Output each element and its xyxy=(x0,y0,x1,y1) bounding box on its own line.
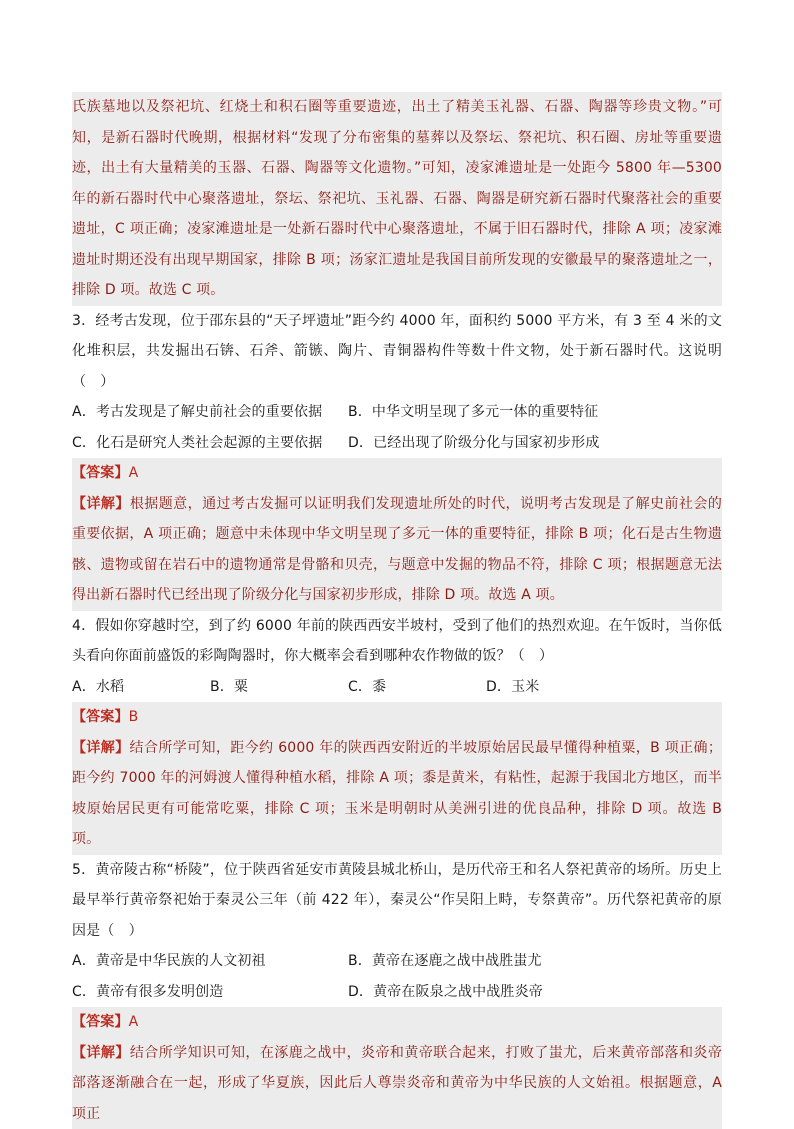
option-a: A．考古发现是了解史前社会的重要依据 xyxy=(72,397,348,428)
answer-line xyxy=(72,458,722,489)
question-stem: 4．假如你穿越时空，到了约 6000 年前的陕西西安半坡村，受到了他们的热烈欢迎。在午饭时，当你低头看向你面前盛饭的彩陶陶器时，你大概率会看到哪种农作物做的饭？（ ） xyxy=(72,611,722,672)
question-3 xyxy=(72,306,722,459)
detail-text: 结合所学可知，距今约 6000 年的陕西西安附近的半坡原始居民最早懂得种植粟，B 项正确；距今约 7000 年的河姆渡人懂得种植水稻，排除 A 项；黍是黄米，有粘性，起源于我国北方地区，而半坡原始居民更有可能常吃粟，排除 C 项；玉米是明朝时从美洲引进的优良品种，排除 D 项。故选 B 项。 xyxy=(72,740,722,848)
detail-label: 【详解】 xyxy=(72,740,130,756)
answer-value: B xyxy=(129,709,139,725)
option-b: B．中华文明呈现了多元一体的重要特征 xyxy=(348,397,624,428)
detail-paragraph xyxy=(72,733,722,855)
answer-label: 【答案】 xyxy=(72,465,129,481)
detail-label: 【详解】 xyxy=(72,1045,130,1061)
detail-text: 根据题意，通过考古发掘可以证明我们发现遗址所处的时代，说明考古发现是了解史前社会的重要依据，A 项正确；题意中未体现中华文明呈现了多元一体的重要特征，排除 B 项；化石是古生物遗骸、遗物或留在岩石中的遗物通常是骨骼和贝壳，与题意中发掘的物品不符，排除 C 项；根据题意无法得出新石器时代已经出现了阶级分化与国家初步形成，排除 D 项。故选 A 项。 xyxy=(72,496,722,604)
answer-line xyxy=(72,1007,722,1038)
answer-label: 【答案】 xyxy=(72,709,129,725)
option-c: C．黄帝有很多发明创造 xyxy=(72,977,348,1008)
answer-line xyxy=(72,702,722,733)
option-d: D．已经出现了阶级分化与国家初步形成 xyxy=(348,428,624,459)
options-row xyxy=(72,977,722,1008)
answer-label: 【答案】 xyxy=(72,1014,129,1030)
option-b: B．黄帝在逐鹿之战中战胜蚩尤 xyxy=(348,946,624,977)
page-content xyxy=(72,92,722,1129)
question-5 xyxy=(72,855,722,1008)
options-row xyxy=(72,946,722,977)
answer-block xyxy=(72,1007,722,1129)
prev-explanation-text: 氏族墓地以及祭祀坑、红烧土和积石圈等重要遗迹，出土了精美玉礼器、石器、陶器等珍贵文物。”可知，是新石器时代晚期，根据材料“发现了分布密集的墓葬以及祭坛、祭祀坑、积石圈、房址等重要遗迹，出土有大量精美的玉器、石器、陶器等文化遗物。”可知，凌家滩遗址是一处距今 5800 年—5300 年的新石器时代中心聚落遗址，祭坛、祭祀坑、玉礼器、石器、陶器是研究新石器时代聚落社会的重要遗址，C 项正确；凌家滩遗址是一处新石器时代中心聚落遗址，不属于旧石器时代，排除 A 项；凌家滩遗址时期还没有出现早期国家，排除 B 项；汤家汇遗址是我国目前所发现的安徽最早的聚落遗址之一，排除 D 项。故选 C 项。 xyxy=(72,92,722,306)
option-b: B．粟 xyxy=(210,672,348,703)
option-d: D．玉米 xyxy=(486,672,624,703)
option-c: C．化石是研究人类社会起源的主要依据 xyxy=(72,428,348,459)
options-row xyxy=(72,672,722,703)
detail-paragraph xyxy=(72,489,722,611)
answer-value: A xyxy=(129,1014,139,1030)
option-a: A．水稻 xyxy=(72,672,210,703)
detail-label: 【详解】 xyxy=(72,496,130,512)
question-stem: 5．黄帝陵古称“桥陵”，位于陕西省延安市黄陵县城北桥山，是历代帝王和名人祭祀黄帝的场所。历史上最早举行黄帝祭祀始于秦灵公三年（前 422 年），秦灵公“作吴阳上畤，专祭黄帝”。历代祭祀黄帝的原因是（ ） xyxy=(72,855,722,947)
options-row xyxy=(72,397,722,428)
answer-value: A xyxy=(129,465,139,481)
answer-block xyxy=(72,458,722,611)
option-d: D．黄帝在阪泉之战中战胜炎帝 xyxy=(348,977,624,1008)
prev-explanation-block xyxy=(72,92,722,306)
option-a: A．黄帝是中华民族的人文初祖 xyxy=(72,946,348,977)
detail-text: 结合所学知识可知，在涿鹿之战中，炎帝和黄帝联合起来，打败了蚩尤，后来黄帝部落和炎帝部落逐渐融合在一起，形成了华夏族，因此后人尊崇炎帝和黄帝为中华民族的人文始祖。根据题意，A 项正 xyxy=(72,1045,722,1122)
question-4 xyxy=(72,611,722,703)
options-row xyxy=(72,428,722,459)
question-stem: 3．经考古发现，位于邵东县的“天子坪遗址”距今约 4000 年，面积约 5000 平方米，有 3 至 4 米的文化堆积层，共发掘出石锛、石斧、箭镞、陶片、青铜器构件等数十件文物，处于新石器时代。这说明（ ） xyxy=(72,306,722,398)
option-c: C．黍 xyxy=(348,672,486,703)
detail-paragraph xyxy=(72,1038,722,1129)
answer-block xyxy=(72,702,722,855)
